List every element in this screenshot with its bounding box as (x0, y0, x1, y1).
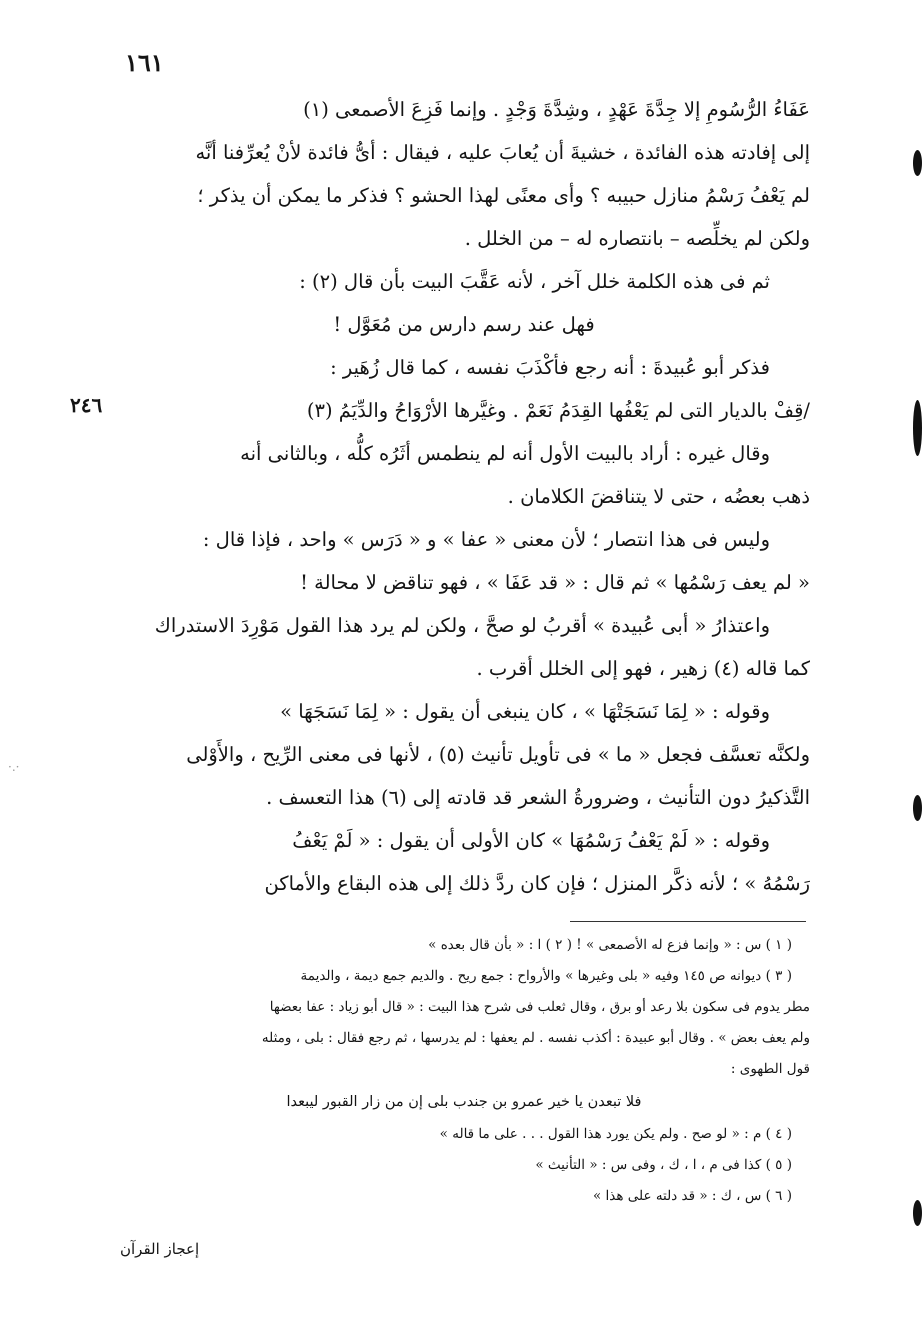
footnote-continued: مطر يدوم فى سكون بلا رعد أو برق ، وقال ثعلب فى شرح هذا البيت : « قال أبو زياد : عفا بعضها (269, 999, 810, 1015)
text-line: وقال غيره : أراد بالبيت الأول أنه لم ينطمس أثَرُه كلُّه ، وبالثانى أنه (240, 442, 770, 465)
signature-mark: إعجاز القرآن (120, 1240, 200, 1258)
verse-line: /قِفْ بالديار التى لم يَعْفُها القِدَمُ نَعَمْ . وغيَّرها الأرْوَاحُ والدِّيَمُ (٣) (306, 399, 810, 422)
footnotes (118, 930, 810, 1212)
text-line: « لم يعف رَسْمُها » ثم قال : « قد عَفَا » ، فهو تناقض لا محالة ! (300, 571, 810, 594)
text-line: وقوله : « لِمَا نَسَجَتْهَا » ، كان ينبغى أن يقول : « لِمَا نَسَجَهَا » (280, 700, 770, 723)
text-line: إلى إفادته هذه الفائدة ، خشيةَ أن يُعابَ عليه ، فيقال : أىُّ فائدة لأنْ يُعرِّفنا أنَّه (195, 141, 810, 164)
footnote: ( ١ ) س : « وإنما فزع له الأصمعى » ! ( ٢ ) ا : « بأن قال بعده » (428, 937, 792, 953)
verse-line: فهل عند رسم دارس من مُعَوَّل ! (333, 313, 595, 336)
text-line: ثم فى هذه الكلمة خلل آخر ، لأنه عَقَّبَ البيت بأن قال (٢) : (299, 270, 770, 293)
text-line: فذكر أبو عُبيدةَ : أنه رجع فأكْذَبَ نفسه ، كما قال زُهَير : (330, 356, 770, 379)
binding-hole (913, 400, 922, 456)
text-line: واعتذارُ « أبى عُبيدة » أقربُ لو صحَّ ، ولكن لم يرد هذا القول مَوْرِدَ الاستدراك (154, 614, 770, 637)
text-line: كما قاله (٤) زهير ، فهو إلى الخلل أقرب . (476, 657, 810, 680)
text-line: لم يَعْفُ رَسْمُ منازل حبيبه ؟ وأى معنًى لهذا الحشو ؟ فذكر ما يمكن أن يذكر ؛ (197, 184, 810, 207)
footnote: ( ٣ ) ديوانه ص ١٤٥ وفيه « بلى وغيرها » والأرواح : جمع ريح . والديم جمع ديمة ، والديمة (300, 968, 792, 984)
footnote-continued: ولم يعف بعض » . وقال أبو عبيدة : أكذب نفسه . لم يعفها : لم يدرسها ، ثم رجع فقال : بلى ، ومثله (261, 1030, 810, 1046)
footnote: ( ٦ ) س ، ك : « قد دلته على هذا » (592, 1188, 792, 1204)
text-line: وليس فى هذا انتصار ؛ لأن معنى « عفا » و « دَرَس » واحد ، فإذا قال : (202, 528, 770, 551)
main-text (118, 88, 810, 905)
footnote-divider (570, 921, 806, 922)
text-line: وقوله : « لَمْ يَعْفُ رَسْمُهَا » كان الأولى أن يقول : « لَمْ يَعْفُ (292, 829, 770, 852)
text-line: ولكن لم يخلِّصه – بانتصاره له – من الخلل . (464, 227, 810, 250)
text-line: ذهب بعضُه ، حتى لا يتناقضَ الكلامان . (507, 485, 810, 508)
page-number: ١٦١ (125, 48, 164, 77)
margin-page-reference: ٢٤٦ (70, 393, 103, 417)
text-line: ولكنَّه تعسَّف فجعل « ما » فى تأويل تأنيث (٥) ، لأنها فى معنى الرِّيح ، والأَوْلى (186, 743, 810, 766)
text-line: التَّذكيرُ دون التأنيث ، وضرورةُ الشعر قد قادته إلى (٦) هذا التعسف . (266, 786, 810, 809)
footnote-continued: قول الطهوى : (730, 1061, 810, 1077)
binding-hole (913, 1200, 922, 1226)
text-line: رَسْمُهُ » ؛ لأنه ذكَّر المنزل ؛ فإن كان ردَّ ذلك إلى هذه البقاع والأماكن (264, 872, 810, 895)
paper-speck: ·.· (8, 760, 20, 774)
binding-hole (913, 795, 922, 821)
text-line: عَفَاءُ الرُّسُومِ إلا جِدَّةَ عَهْدٍ ، وشِدَّةَ وَجْدٍ . وإنما فَزِعَ الأصمعى (١) (303, 98, 810, 121)
footnote: ( ٤ ) م : « لو صح . ولم يكن يورد هذا القول . . . على ما قاله » (439, 1126, 792, 1142)
footnote-verse: فلا تبعدن يا خير عمرو بن جندب بلى إن من زار القبور ليبعدا (286, 1094, 642, 1110)
footnote: ( ٥ ) كذا فى م ، ا ، ك ، وفى س : « التأنيث » (535, 1157, 792, 1173)
binding-hole (913, 150, 922, 176)
